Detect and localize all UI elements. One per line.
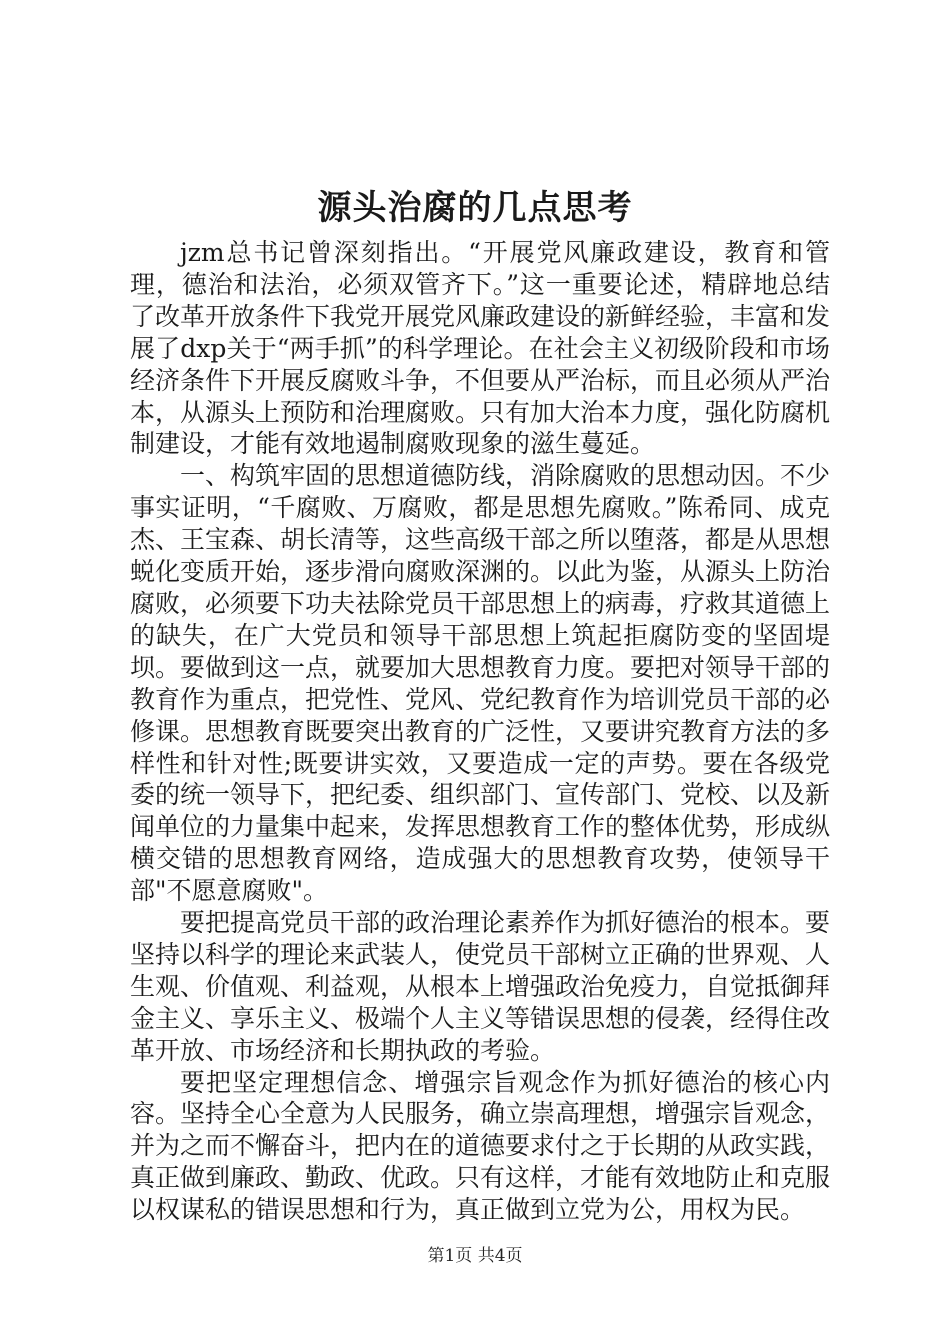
document-title: 源头治腐的几点思考 [317, 188, 633, 228]
paragraph-section-one: 一、构筑牢固的思想道德防线，消除腐败的思想动因。不少事实证明，“千腐败、万腐败，都是思想先腐败。”陈希同、成克杰、王宝森、胡长清等，这些高级干部之所以堕落，都是从思想蜕化变质开始，逐步滑向腐败深渊的。以此为鉴，从源头上防治腐败，必须要下功夫祛除党员干部思想上的病毒，疗救其道德上的缺失，在广大党员和领导干部思想上筑起拒腐防变的坚固堤坝。要做到这一点，就要加大思想教育力度。要把对领导干部的教育作为重点，把党性、党风、党纪教育作为培训党员干部的必修课。思想教育既要突出教育的广泛性，又要讲究教育方法的多样性和针对性;既要讲实效，又要造成一定的声势。要在各级党委的统一领导下，把纪委、组织部门、宣传部门、党校、以及新闻单位的力量集中起来，发挥思想教育工作的整体优势，形成纵横交错的思想教育网络，造成强大的思想教育攻势，使领导干部"不愿意腐败"。 [130, 461, 831, 906]
document-body [130, 237, 830, 1226]
paragraph-intro: jzm总书记曾深刻指出。“开展党风廉政建设，教育和管理，德治和法治，必须双管齐下。”这一重要论述，精辟地总结了改革开放条件下我党开展党风廉政建设的新鲜经验，丰富和发展了dxp关于“两手抓”的科学理论。在社会主义初级阶段和市场经济条件下开展反腐败斗争，不但要从严治标，而且必须从严治本，从源头上预防和治理腐败。只有加大治本力度，强化防腐机制建设，才能有效地遏制腐败现象的滋生蔓延。 [130, 238, 831, 459]
paragraph-theory: 要把提高党员干部的政治理论素养作为抓好德治的根本。要坚持以科学的理论来武装人，使党员干部树立正确的世界观、人生观、价值观、利益观，从根本上增强政治免疫力，自觉抵御拜金主义、享乐主义、极端个人主义等错误思想的侵袭，经得住改革开放、市场经济和长期执政的考验。 [130, 908, 831, 1065]
page-number-footer: 第1页 共4页 [427, 1246, 523, 1266]
paragraph-ideals: 要把坚定理想信念、增强宗旨观念作为抓好德治的核心内容。坚持全心全意为人民服务，确立崇高理想，增强宗旨观念，并为之而不懈奋斗，把内在的道德要求付之于长期的从政实践，真正做到廉政、勤政、优政。只有这样，才能有效地防止和克服以权谋私的错误思想和行为，真正做到立党为公，用权为民。 [130, 1067, 831, 1225]
